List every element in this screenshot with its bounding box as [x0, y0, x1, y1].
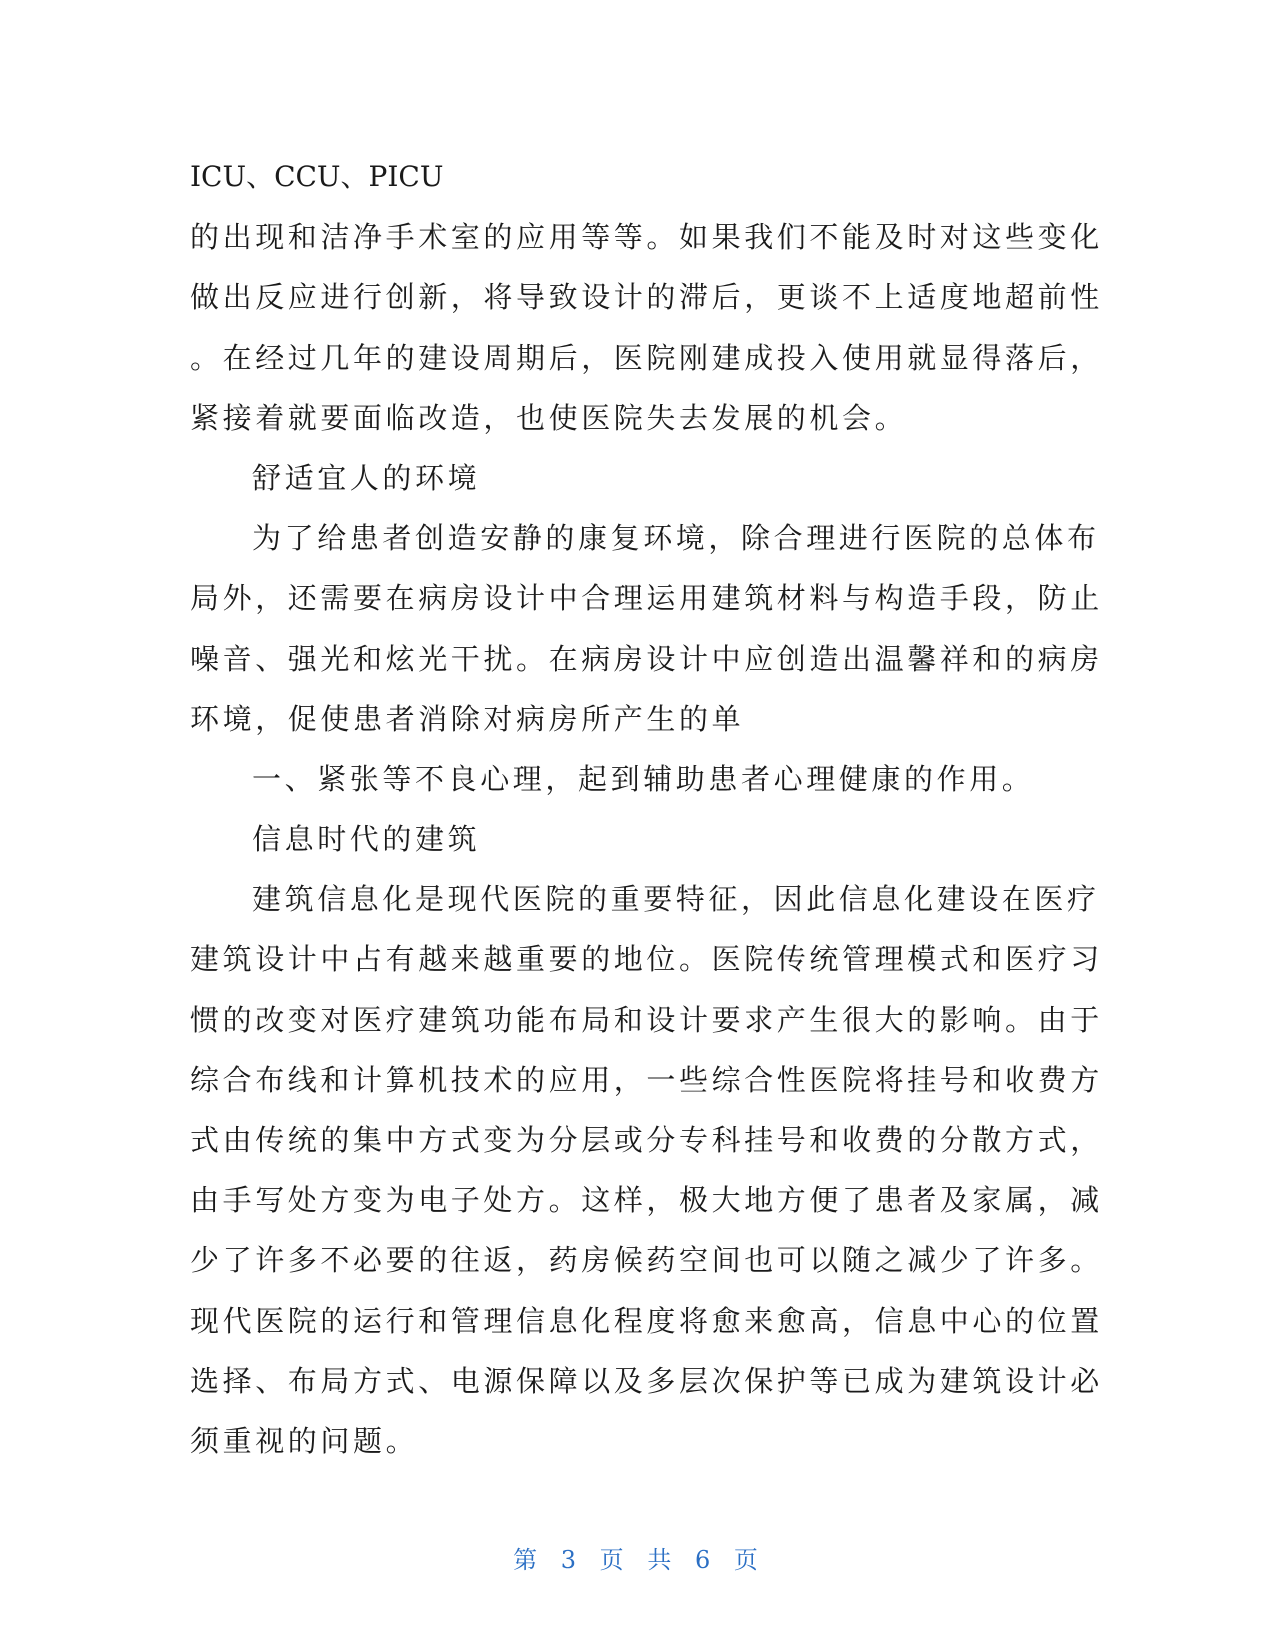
text-line: 现代医院的运行和管理信息化程度将愈来愈高，信息中心的位置: [190, 1303, 1103, 1338]
text-line: 选择、布局方式、电源保障以及多层次保护等已成为建筑设计必: [190, 1363, 1103, 1398]
text-line: 少了许多不必要的往返，药房候药空间也可以随之减少了许多。: [190, 1243, 1103, 1278]
text-line: 的出现和洁净手术室的应用等等。如果我们不能及时对这些变化: [190, 220, 1103, 255]
text-line: 噪音、强光和炫光干扰。在病房设计中应创造出温馨祥和的病房: [190, 641, 1103, 676]
page-label-suffix: 页: [733, 1546, 762, 1574]
text-line: 式由传统的集中方式变为分层或分专科挂号和收费的分散方式，: [190, 1123, 1103, 1157]
page-footer: [0, 1540, 1275, 1575]
current-page-number: 3: [560, 1546, 581, 1574]
text-line: 局外，还需要在病房设计中合理运用建筑材料与构造手段，防止: [190, 581, 1103, 616]
total-page-number: 6: [694, 1546, 715, 1574]
text-line: ICU、CCU、PICU: [190, 160, 444, 193]
text-line: 做出反应进行创新，将导致设计的滞后，更谈不上适度地超前性: [190, 280, 1103, 315]
text-line: 。在经过几年的建设周期后，医院刚建成投入使用就显得落后，: [190, 340, 1103, 375]
text-line: 建筑设计中占有越来越重要的地位。医院传统管理模式和医疗习: [190, 942, 1103, 977]
section-heading: 信息时代的建筑: [252, 822, 481, 857]
page-label-mid: 页: [599, 1546, 628, 1574]
total-label-prefix: 共: [647, 1546, 676, 1574]
text-line: 惯的改变对医疗建筑功能布局和设计要求产生很大的影响。由于: [190, 1002, 1103, 1037]
text-line: 一、紧张等不良心理，起到辅助患者心理健康的作用。: [252, 761, 1035, 796]
text-line: 建筑信息化是现代医院的重要特征，因此信息化建设在医疗: [252, 882, 1100, 917]
text-line: 综合布线和计算机技术的应用，一些综合性医院将挂号和收费方: [190, 1062, 1103, 1097]
document-body: [190, 147, 1103, 1471]
section-heading: 舒适宜人的环境: [252, 460, 481, 495]
text-line: 由手写处方变为电子处方。这样，极大地方便了患者及家属，减: [190, 1183, 1103, 1218]
text-line: 环境，促使患者消除对病房所产生的单: [190, 701, 745, 736]
text-line: 紧接着就要面临改造，也使医院失去发展的机会。: [190, 400, 908, 435]
text-line: 为了给患者创造安静的康复环境，除合理进行医院的总体布: [252, 521, 1100, 556]
page-label-prefix: 第: [513, 1546, 542, 1574]
text-line: 须重视的问题。: [190, 1423, 419, 1458]
